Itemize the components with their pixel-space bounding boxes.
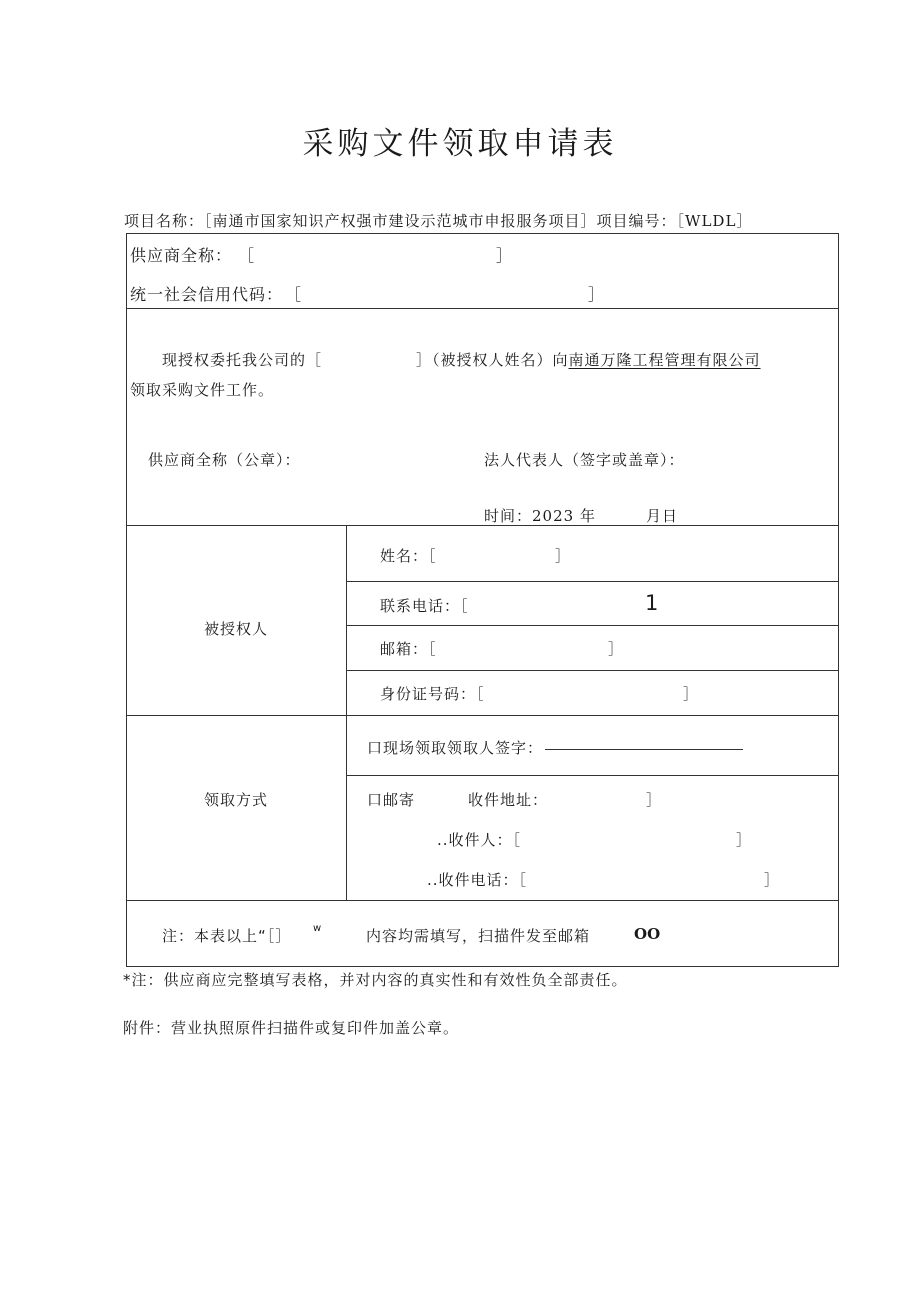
recipient-close: ］ [736, 831, 753, 849]
supplier-name-label: 供应商全称： [130, 246, 233, 265]
ap-phone-field[interactable] [480, 590, 640, 616]
project-name-label: 项目名称： [124, 212, 205, 230]
auth-mid: ］（被授权人姓名）向 [416, 351, 569, 369]
divider [346, 670, 839, 671]
divider [126, 525, 839, 526]
pickup-method-label: 领取方式 [204, 791, 269, 809]
authorization-line2: 领取采购文件工作。 [130, 381, 275, 399]
divider [346, 581, 839, 582]
ap-id-field[interactable] [498, 679, 678, 703]
ap-name-field[interactable] [445, 541, 550, 565]
supplier-name-open: ［ [238, 246, 256, 265]
note-prefix: 注：本表以上“［］ [162, 927, 292, 945]
mail-address-close: ］ [646, 791, 663, 809]
page-title: 采购文件领取申请表 [302, 126, 618, 162]
authorized-person-label: 被授权人 [204, 620, 269, 638]
ap-id-label: 身份证号码：［ [380, 685, 485, 703]
recipient-phone-close: ］ [764, 871, 781, 889]
recipient-label: ..收件人：［ [437, 831, 522, 849]
recipient-field[interactable] [540, 825, 730, 849]
signature-line[interactable] [545, 748, 743, 750]
note-w-mark: w [313, 923, 322, 934]
ap-phone-label: 联系电话：［ [380, 597, 469, 615]
auth-prefix: 现授权委托我公司的［ [162, 351, 323, 369]
footnote: *注：供应商应完整填写表格，并对内容的真实性和有效性负全部责任。 [123, 971, 628, 989]
credit-code-label: 统一社会信用代码： [130, 285, 284, 304]
credit-code-close: ］ [588, 285, 606, 304]
ap-id-close: ］ [683, 685, 700, 703]
supplier-seal-label: 供应商全称（公章）： [148, 451, 301, 469]
attachment-note: 附件：营业执照原件扫描件或复印件加盖公章。 [123, 1019, 460, 1037]
mail-address-field[interactable] [550, 785, 642, 809]
ap-email-label: 邮箱：［ [380, 640, 437, 658]
legal-rep-label: 法人代表人（签字或盖章）： [484, 451, 685, 469]
note-text: 内容均需填写，扫描件发至邮箱 [366, 927, 591, 945]
project-name-value: ［南通市国家知识产权强市建设示范城市申报服务项目］ [204, 212, 597, 230]
divider [126, 308, 839, 309]
pickup-mail-option[interactable]: 口邮寄 [367, 791, 416, 809]
pickup-onsite-option[interactable]: 口现场领取领取人签字： [367, 739, 544, 757]
ap-email-close: ］ [608, 640, 625, 658]
divider [346, 775, 839, 776]
pickup-onsite-row [367, 737, 743, 758]
credit-code-field[interactable] [300, 280, 582, 304]
ap-name-close: ］ [555, 547, 572, 565]
ap-name-label: 姓名：［ [380, 547, 437, 565]
credit-code-open: ［ [285, 285, 303, 304]
divider [346, 625, 839, 626]
recipient-phone-label: ..收件电话：［ [427, 871, 528, 889]
ap-phone-close: 1 [645, 591, 659, 615]
note-email: OO [634, 925, 661, 943]
project-line [124, 210, 752, 231]
agency-company-name: 南通万隆工程管理有限公司 [568, 351, 761, 369]
divider [346, 525, 347, 900]
mail-address-label: 收件地址： [468, 791, 549, 809]
project-code-value: ［WLDL］ [676, 212, 753, 230]
divider [126, 900, 839, 901]
date-suffix: 月日 [646, 507, 679, 525]
supplier-name-field[interactable] [241, 241, 491, 265]
recipient-phone-field[interactable] [548, 865, 758, 889]
ap-email-field[interactable] [445, 634, 603, 658]
authorization-line1 [162, 349, 761, 370]
date-prefix: 时间：2023 年 [484, 507, 596, 525]
supplier-name-close: ］ [496, 246, 514, 265]
project-code-label: 项目编号： [596, 212, 677, 230]
divider [126, 715, 839, 716]
